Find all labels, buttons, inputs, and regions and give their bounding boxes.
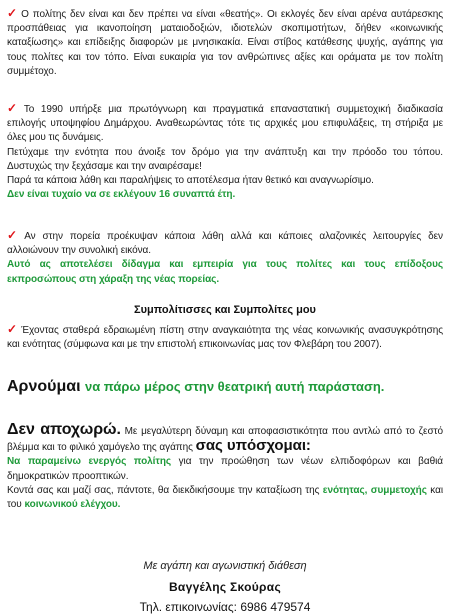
paragraph-text: και του (7, 484, 443, 511)
paragraph-text: Παρά τα κάποια λάθη και παραλήψεις το αποτέλεσμα ήταν θετικό και αναγνωρίσιμο. (7, 175, 374, 187)
paragraph-text: Το 1990 υπήρξε μια πρωτόγνωρη και πραγματικά επαναστατική συμμετοχική διαδικασία επιλογής υποψηφίου Δημάρχου. Αναθεωρώντας τότε τις αρχικές μου επιφυλάξεις, τη στήριξα με όλες μου τις δυνάμεις. (7, 104, 443, 144)
check-icon: ✓ (7, 228, 22, 242)
check-icon: ✓ (7, 6, 19, 20)
paragraph-text: για την προώθηση των νέων ελπιδοφόρων και βαθιά δημοκρατικών προοπτικών. (7, 456, 443, 482)
paragraph-belief (7, 322, 443, 352)
signature-phone: Τηλ. επικοινωνίας: 6986 479574 (139, 600, 311, 614)
refuse-bold: Αρνούμαι (7, 378, 81, 395)
highlight-text: ενότητας, (322, 484, 368, 496)
highlight-text: Να παραμείνω ενεργός πολίτης (7, 456, 172, 468)
paragraph-text: Έχοντας σταθερά εδραιωμένη πίστη στην αναγκαιότητα της νέας κοινωνικής ανασυγκρότησης και ενότητας (σύμφωνα και με την επιστολή επικοινωνίας μας τον Φλεβάρη του 2007). (7, 325, 443, 351)
signature-greeting: Με αγάπη και αγωνιστική διάθεση (143, 560, 307, 572)
paragraph-text: Με μεγαλύτερη δύναμη και αποφασιστικότητα που αντλώ από το ζεστό βλέμμα και το φιλικό χαμόγελο της αγάπης (7, 426, 443, 454)
paragraph-citizen (7, 6, 443, 79)
paragraph-text: Αν στην πορεία προέκυψαν κάποια λάθη αλλά και κάποιες αλαζονικές λειτουργίες δεν αλλοιώνουν την συνολική εικόνα. (7, 231, 443, 257)
section-heading: Συμπολίτισσες και Συμπολίτες μου (134, 304, 316, 316)
refuse-statement (7, 378, 384, 396)
paragraph-text: Κοντά σας και μαζί σας, πάντοτε, θα διεκδικήσουμε την καταξίωση της (7, 484, 320, 496)
paragraph-1990 (7, 101, 443, 202)
signature-name: Βαγγέλης Σκούρας (168, 580, 282, 594)
paragraph-text: Πετύχαμε την ενότητα που άνοιξε τον δρόμο για την ανάπτυξη και την πρόοδο του τόπου. Δυστυχώς την ξεχάσαμε και την αναιρέσαμε! (7, 146, 443, 172)
promise-bold: σας υπόσχομαι: (195, 437, 311, 455)
highlight-text: κοινωνικού ελέγχου. (24, 499, 121, 511)
check-icon: ✓ (7, 101, 21, 115)
highlight-text: συμμετοχής (370, 484, 427, 496)
promise-lead: Δεν αποχωρώ. (7, 421, 121, 438)
highlight-text: Δεν είναι τυχαίο να σε εκλέγουν 16 συναπτά έτη. (7, 189, 236, 201)
refuse-green: να πάρω μέρος στην θεατρική αυτή παράσταση. (84, 379, 385, 394)
paragraph-promise (7, 423, 443, 512)
check-icon: ✓ (7, 322, 19, 336)
paragraph-text: Ο πολίτης δεν είναι και δεν πρέπει να είναι «θεατής». Οι εκλογές δεν είναι αρένα αυτάρεσκης προσπάθειας για ικανοποίηση ματαιοδοξιών, ιδιοτελών σκοπιμοτήτων, δήθεν «κοινωνικής καταξίωσης» και επίδειξης διαφορών με μνησικακία. Είναι στίβος κατάθεσης ψυχής, αγάπης για τους πολίτες και τον τόπο. Είναι ευκαιρία για τον ανθρώπινες αξίες και οράματα με τον πολίτη συμμέτοχο. (7, 9, 443, 77)
highlight-text: Αυτό ας αποτελέσει δίδαγμα και εμπειρία για τους πολίτες και τους επίδοξους εκπροσώπους στη χάραξη της νέας πορείας. (7, 259, 443, 285)
paragraph-mistakes (7, 228, 443, 287)
